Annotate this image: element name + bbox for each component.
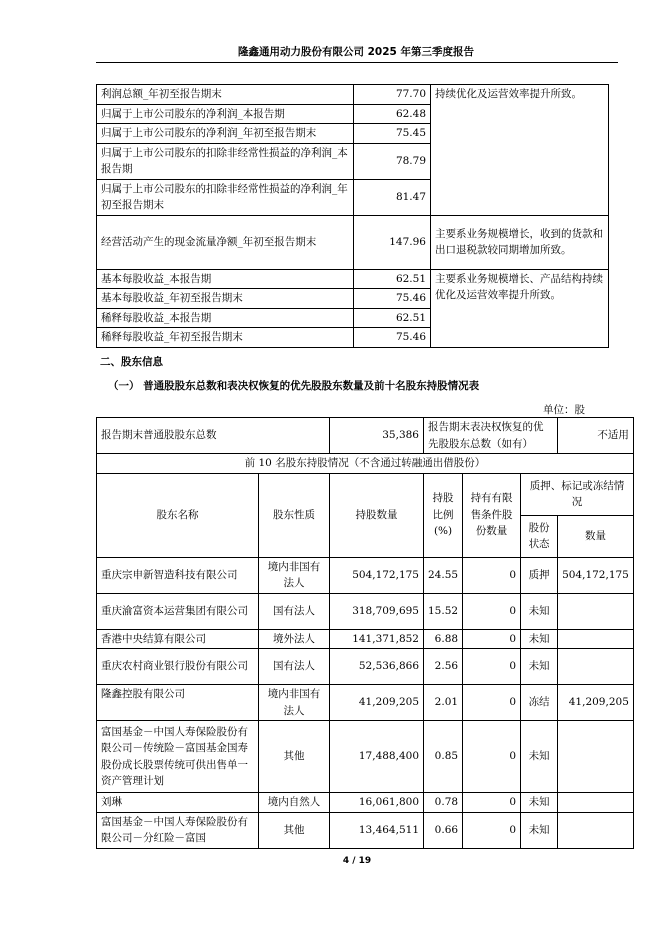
unit-label: 单位：股 (543, 404, 585, 416)
holder-nature: 境外法人 (259, 629, 330, 649)
pref-holders-label: 报告期末表决权恢复的优先股股东总数（如有） (424, 418, 558, 454)
change-reason: 持续优化及运营效率提升所致。 (431, 85, 609, 216)
holder-name: 富国基金－中国人寿保险股份有限公司－分红险－富国 (97, 812, 259, 848)
holder-qty (558, 649, 634, 685)
page-header: 隆鑫通用动力股份有限公司 2025 年第三季度报告 (237, 46, 475, 58)
holder-shares: 52,536,866 (330, 649, 424, 685)
holder-nature: 境内非国有法人 (259, 685, 330, 721)
holder-restricted: 0 (463, 649, 521, 685)
holder-qty: 504,172,175 (558, 557, 634, 593)
table-row (97, 215, 609, 269)
indicator-change-table (96, 84, 609, 348)
holder-ratio: 2.01 (424, 685, 463, 721)
indicator-item: 归属于上市公司股东的扣除非经常性损益的净利润_年初至报告期末 (97, 179, 354, 215)
subsection-title: （一） 普通股股东总数和表决权恢复的优先股股东数量及前十名股东持股情况表 (108, 380, 480, 392)
shareholder-table (96, 417, 634, 849)
holder-restricted: 0 (463, 629, 521, 649)
holder-ratio: 2.56 (424, 649, 463, 685)
section-title: 二、股东信息 (100, 356, 163, 368)
holder-shares: 13,464,511 (330, 812, 424, 848)
holder-ratio: 15.52 (424, 593, 463, 629)
col-header-restricted: 持有有限售条件股份数量 (463, 473, 521, 557)
holder-name: 重庆宗申新智造科技有限公司 (97, 557, 259, 593)
holder-status: 未知 (521, 593, 558, 629)
indicator-value: 62.51 (354, 308, 431, 328)
table-row (97, 418, 634, 454)
holder-name: 香港中央结算有限公司 (97, 629, 259, 649)
holder-ratio: 0.85 (424, 721, 463, 793)
table-header-row (97, 473, 634, 515)
col-header-shares: 持股数量 (330, 473, 424, 557)
table-row (97, 812, 634, 848)
holder-shares: 17,488,400 (330, 721, 424, 793)
indicator-value: 75.46 (354, 289, 431, 309)
table-row (97, 454, 634, 474)
holder-restricted: 0 (463, 593, 521, 629)
holder-nature: 国有法人 (259, 649, 330, 685)
table-row (97, 593, 634, 629)
total-holders-value: 35,386 (330, 418, 424, 454)
holder-name: 富国基金－中国人寿保险股份有限公司－传统险－富国基金国寿股份成长股票传统可供出售单一资产管理计划 (97, 721, 259, 793)
holder-ratio: 0.78 (424, 793, 463, 813)
holder-restricted: 0 (463, 793, 521, 813)
indicator-item: 归属于上市公司股东的扣除非经常性损益的净利润_本报告期 (97, 143, 354, 179)
change-reason: 主要系业务规模增长，收到的货款和出口退税款较同期增加所致。 (431, 215, 609, 269)
holder-status: 未知 (521, 793, 558, 813)
holder-shares: 41,209,205 (330, 685, 424, 721)
holder-ratio: 6.88 (424, 629, 463, 649)
pref-holders-value: 不适用 (558, 418, 634, 454)
holder-qty (558, 793, 634, 813)
holder-name: 隆鑫控股有限公司 (97, 685, 259, 721)
holder-nature: 国有法人 (259, 593, 330, 629)
indicator-item: 利润总额_年初至报告期末 (97, 85, 354, 105)
col-header-name: 股东名称 (97, 473, 259, 557)
holder-name: 重庆渝富资本运营集团有限公司 (97, 593, 259, 629)
holder-name: 重庆农村商业银行股份有限公司 (97, 649, 259, 685)
holder-nature: 境内非国有法人 (259, 557, 330, 593)
indicator-item: 基本每股收益_本报告期 (97, 269, 354, 289)
holder-status: 未知 (521, 721, 558, 793)
indicator-item: 归属于上市公司股东的净利润_本报告期 (97, 104, 354, 124)
holder-name: 刘琳 (97, 793, 259, 813)
holder-status: 质押 (521, 557, 558, 593)
indicator-item: 稀释每股收益_年初至报告期末 (97, 328, 354, 348)
page-number: 4 / 19 (342, 856, 372, 866)
table-row (97, 85, 609, 105)
holder-ratio: 0.66 (424, 812, 463, 848)
holder-status: 冻结 (521, 685, 558, 721)
holder-restricted: 0 (463, 557, 521, 593)
holder-nature: 其他 (259, 721, 330, 793)
table-row (97, 721, 634, 793)
col-header-ratio: 持股比例(%) (424, 473, 463, 557)
col-header-pledge: 质押、标记或冻结情况 (521, 473, 634, 515)
indicator-item: 稀释每股收益_本报告期 (97, 308, 354, 328)
holder-status: 未知 (521, 649, 558, 685)
col-header-pledge-status: 股份状态 (521, 515, 558, 557)
col-header-nature: 股东性质 (259, 473, 330, 557)
holder-nature: 其他 (259, 812, 330, 848)
table-row (97, 649, 634, 685)
holder-restricted: 0 (463, 812, 521, 848)
holder-nature: 境内自然人 (259, 793, 330, 813)
holder-restricted: 0 (463, 685, 521, 721)
holder-qty (558, 721, 634, 793)
holder-restricted: 0 (463, 721, 521, 793)
indicator-value: 75.45 (354, 124, 431, 144)
table-row (97, 793, 634, 813)
holder-qty (558, 629, 634, 649)
table-row (97, 629, 634, 649)
total-holders-label: 报告期末普通股股东总数 (97, 418, 330, 454)
holder-status: 未知 (521, 629, 558, 649)
indicator-value: 77.70 (354, 85, 431, 105)
table-row (97, 269, 609, 289)
indicator-value: 62.51 (354, 269, 431, 289)
header-divider (96, 62, 618, 63)
holder-status: 未知 (521, 812, 558, 848)
indicator-item: 基本每股收益_年初至报告期末 (97, 289, 354, 309)
indicator-item: 经营活动产生的现金流量净额_年初至报告期末 (97, 215, 354, 269)
col-header-pledge-qty: 数量 (558, 515, 634, 557)
top10-title: 前 10 名股东持股情况（不含通过转融通出借股份） (97, 454, 634, 474)
indicator-value: 78.79 (354, 143, 431, 179)
indicator-value: 81.47 (354, 179, 431, 215)
indicator-value: 75.46 (354, 328, 431, 348)
holder-qty (558, 593, 634, 629)
holder-shares: 504,172,175 (330, 557, 424, 593)
indicator-value: 147.96 (354, 215, 431, 269)
table-row (97, 557, 634, 593)
change-reason: 主要系业务规模增长、产品结构持续优化及运营效率提升所致。 (431, 269, 609, 347)
holder-shares: 318,709,695 (330, 593, 424, 629)
holder-qty: 41,209,205 (558, 685, 634, 721)
table-row (97, 685, 634, 721)
holder-ratio: 24.55 (424, 557, 463, 593)
holder-qty (558, 812, 634, 848)
indicator-value: 62.48 (354, 104, 431, 124)
indicator-item: 归属于上市公司股东的净利润_年初至报告期末 (97, 124, 354, 144)
holder-shares: 16,061,800 (330, 793, 424, 813)
holder-shares: 141,371,852 (330, 629, 424, 649)
